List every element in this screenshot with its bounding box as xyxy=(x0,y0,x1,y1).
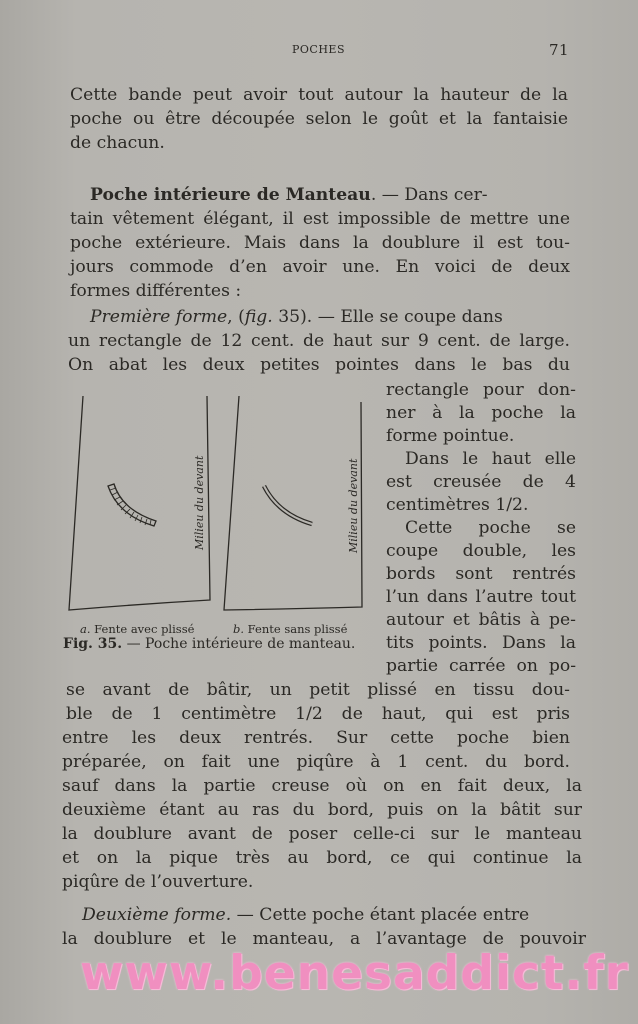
text-fragment: 35). — Elle se coupe dans xyxy=(272,307,503,327)
text-line: jours commode d’en avoir une. En voici de deux xyxy=(70,257,570,277)
text-line: poche ou être découpée selon le goût et la fantaisie xyxy=(70,109,568,129)
first-form-label: Première forme xyxy=(90,307,228,327)
section-heading: Poche intérieure de Manteau xyxy=(90,185,371,205)
text-line: poche extérieure. Mais dans la doublure il est tou- xyxy=(70,233,570,253)
subcaption-letter: a. xyxy=(80,622,91,636)
text-line: piqûre de l’ouverture. xyxy=(62,872,254,892)
text-line: la doublure et le manteau, a l’avantage de pouvoir xyxy=(62,929,586,949)
text-line: deuxième étant au ras du bord, puis on la bâtit sur xyxy=(62,800,582,820)
pleats xyxy=(110,488,151,525)
text-line: entre les deux rentrés. Sur cette poche bien xyxy=(62,728,570,748)
text-line: formes différentes : xyxy=(70,281,242,301)
text-line: sauf dans la partie creuse où on en fait deux, la xyxy=(62,776,582,796)
figure-caption-text: — Poche intérieure de manteau. xyxy=(122,636,356,652)
first-form-line xyxy=(90,305,570,329)
figure-number: Fig. 35. xyxy=(63,636,123,652)
subcaption-b xyxy=(233,622,347,636)
text-line: coupe double, les xyxy=(386,541,576,561)
text-line: se avant de bâtir, un petit plissé en tissu dou- xyxy=(66,680,570,700)
pleated-slit-a xyxy=(108,484,156,526)
subcaption-text: Fente avec plissé xyxy=(90,622,195,636)
text-fragment: . — Dans cer- xyxy=(370,185,488,205)
text-line: Dans le haut elle xyxy=(405,449,576,469)
text-line: rectangle pour don- xyxy=(386,380,576,400)
figure-reference: fig. xyxy=(244,307,273,327)
text-line: et on la pique très au bord, ce qui continue la xyxy=(62,848,582,868)
text-line: préparée, on fait une piqûre à 1 cent. du bord. xyxy=(62,752,570,772)
subcaption-letter: b. xyxy=(233,622,245,636)
chapter-title: POCHES xyxy=(292,43,345,56)
panel-a-outline xyxy=(69,396,210,610)
text-line: On abat les deux petites pointes dans le bas du xyxy=(68,355,570,375)
text-line: ble de 1 centimètre 1/2 de haut, qui est pris xyxy=(66,704,570,724)
text-line: autour et bâtis à pe- xyxy=(386,610,576,630)
panel-a xyxy=(69,396,210,610)
second-form-label: Deuxième forme. xyxy=(82,905,232,925)
text-line: forme pointue. xyxy=(386,426,515,446)
panel-b-label: Milieu du devant xyxy=(347,458,360,553)
panel-a-label: Milieu du devant xyxy=(193,455,206,550)
slit-b-outer xyxy=(264,486,312,524)
text-line: tits points. Dans la xyxy=(386,633,576,653)
running-header xyxy=(0,43,638,59)
figure-caption xyxy=(63,636,355,652)
text-line: la doublure avant de poser celle-ci sur le manteau xyxy=(62,824,582,844)
panel-b xyxy=(224,396,362,610)
subcaption-a xyxy=(80,622,194,636)
text-line: ner à la poche la xyxy=(386,403,576,423)
text-line: bords sont rentrés xyxy=(386,564,576,584)
text-line: de chacun. xyxy=(70,133,165,153)
text-line: est creusée de 4 xyxy=(386,472,576,492)
text-fragment: , ( xyxy=(227,307,245,327)
text-line: Cette bande peut avoir tout autour la hauteur de la xyxy=(70,85,568,105)
figure-35-diagram xyxy=(60,390,380,660)
second-form-line xyxy=(82,903,586,927)
text-line: l’un dans l’autre tout xyxy=(386,587,576,607)
panel-b-outline xyxy=(224,396,362,610)
text-line: partie carrée on po- xyxy=(386,656,576,676)
page-number: 71 xyxy=(549,41,570,59)
subcaption-text: Fente sans plissé xyxy=(244,622,348,636)
text-line: centimètres 1/2. xyxy=(386,495,529,515)
text-fragment: — Cette poche étant placée entre xyxy=(231,905,530,925)
watermark: www.benesaddict.fr xyxy=(80,946,629,1001)
section-heading-line xyxy=(90,183,570,207)
slit-b-inner xyxy=(264,486,312,524)
text-line: Cette poche se xyxy=(405,518,576,538)
text-line: un rectangle de 12 cent. de haut sur 9 cent. de large. xyxy=(68,331,570,351)
text-line: tain vêtement élégant, il est impossible de mettre une xyxy=(70,209,570,229)
